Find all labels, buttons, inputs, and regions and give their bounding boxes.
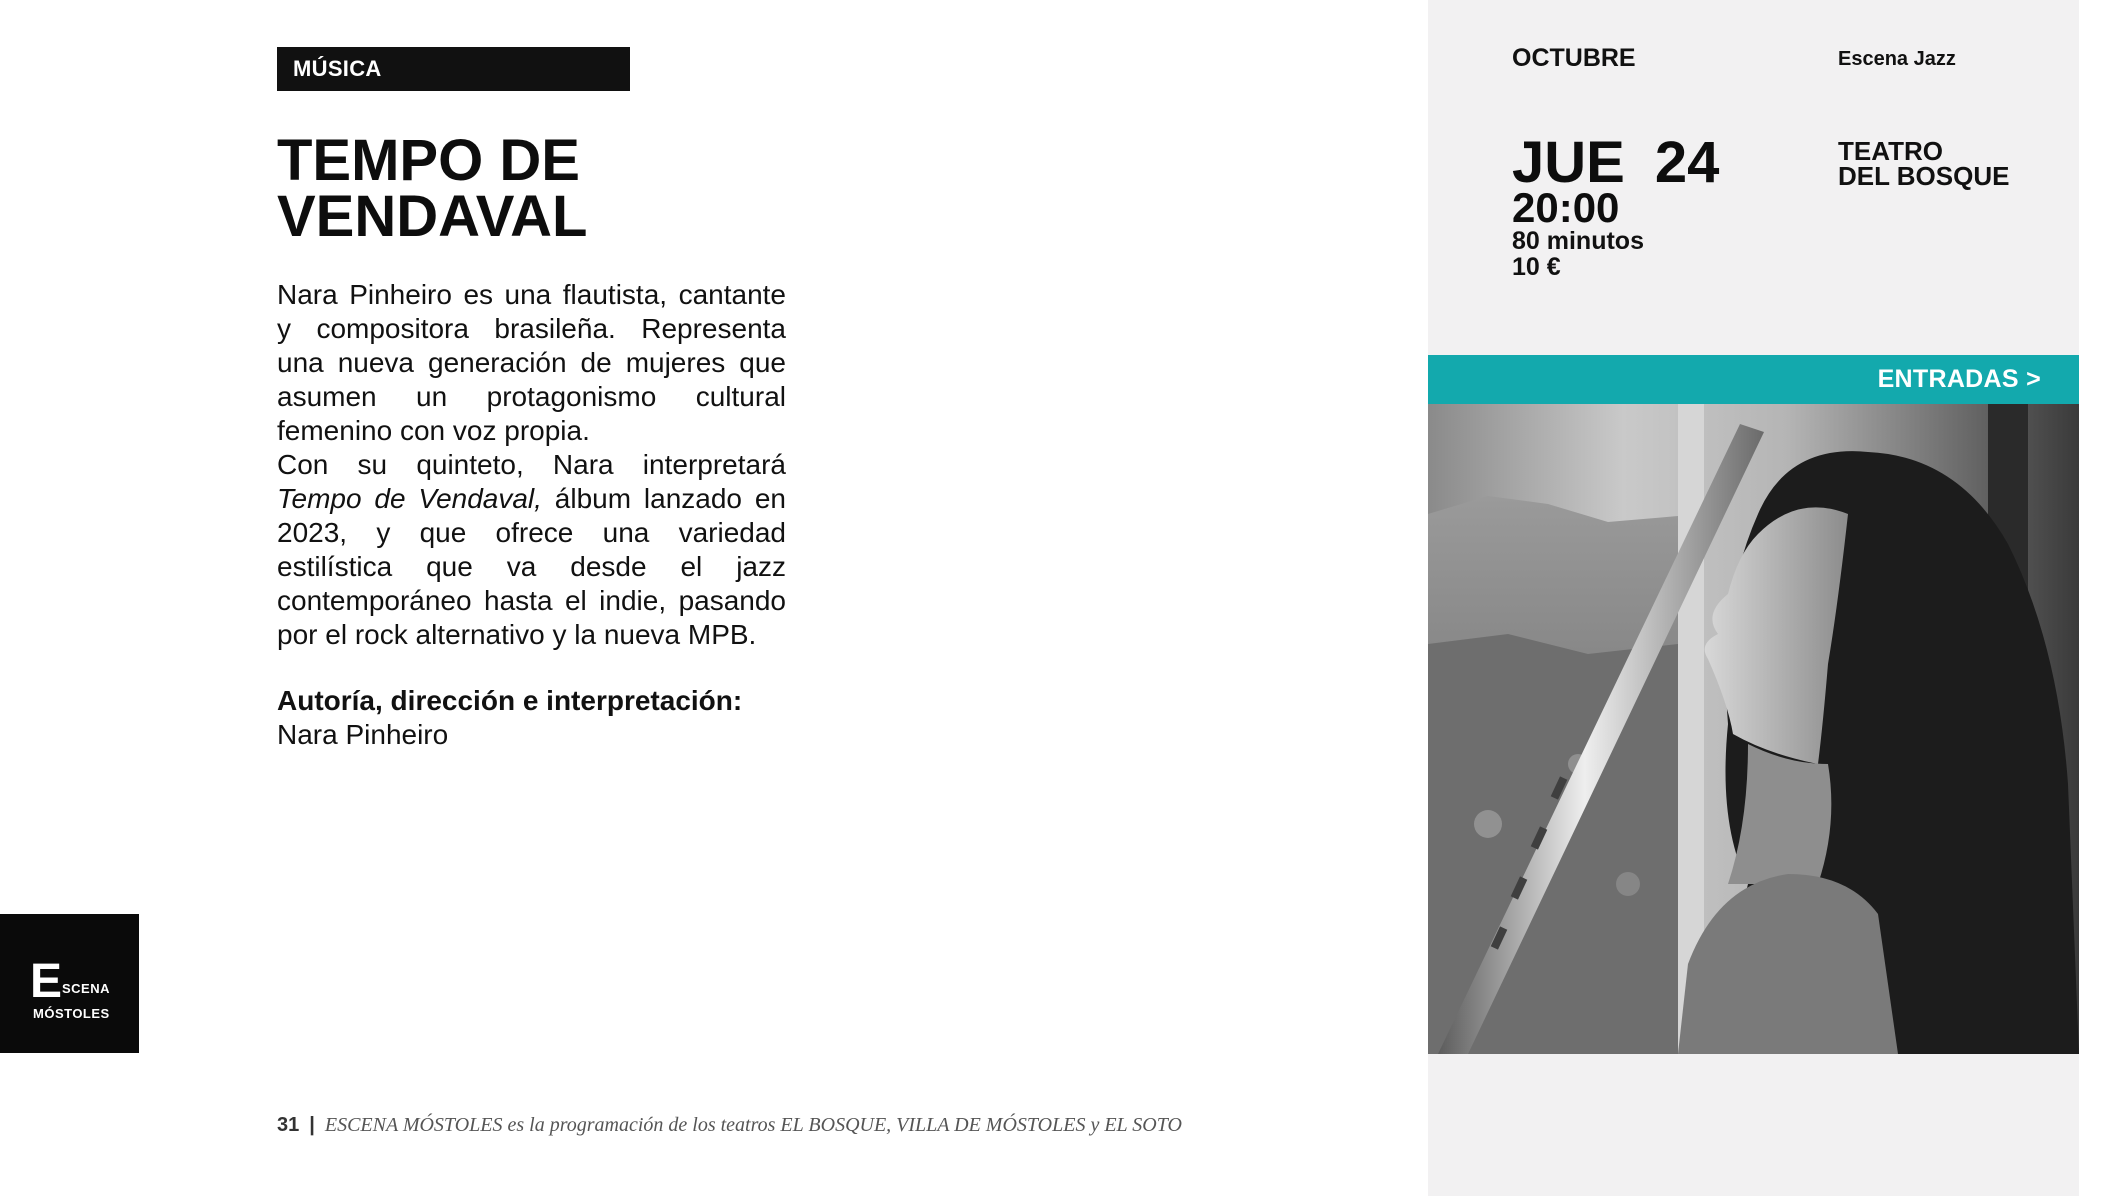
album-title: Tempo de Vendaval, bbox=[277, 483, 542, 514]
description-paragraph-1: Nara Pinheiro es una flautista, cantante y compositora brasileña. Representa una nueva generación de mujeres que asumen un protagonismo cultural femenino con voz propia. bbox=[277, 279, 786, 446]
description-p2-end: álbum lanzado en 2023, y que ofrece una variedad estilística que va desde el jazz contemporáneo hasta el indie, pasando por el rock alternativo y la nueva MPB. bbox=[277, 483, 786, 650]
event-description bbox=[277, 278, 786, 652]
logo-letter: E bbox=[30, 955, 63, 1008]
description-p2-start: Con su quinteto, Nara interpretará bbox=[277, 449, 786, 480]
event-info-sidebar bbox=[1428, 0, 2079, 1196]
credits-label: Autoría, dirección e interpretación: bbox=[277, 685, 743, 716]
venue-line-2: DEL BOSQUE bbox=[1838, 161, 2010, 191]
page-footer bbox=[277, 1114, 1182, 1137]
title-line-2: VENDAVAL bbox=[277, 184, 588, 249]
event-time: 20:00 bbox=[1512, 184, 1620, 231]
footer-separator: | bbox=[309, 1114, 315, 1136]
description-paragraph-2 bbox=[277, 448, 786, 652]
photo-illustration bbox=[1428, 404, 2079, 1054]
event-series: Escena Jazz bbox=[1838, 48, 1956, 70]
logo-word-escena: SCENA bbox=[62, 981, 111, 996]
credits-value: Nara Pinheiro bbox=[277, 719, 449, 750]
footer-tagline: ESCENA MÓSTOLES es la programación de los teatros EL BOSQUE, VILLA DE MÓSTOLES y EL SOTO bbox=[324, 1114, 1182, 1136]
venue-line-1: TEATRO bbox=[1838, 136, 1943, 166]
event-duration: 80 minutos bbox=[1512, 227, 1644, 255]
escena-mostoles-logo bbox=[0, 914, 139, 1053]
event-price: 10 € bbox=[1512, 253, 1561, 281]
event-venue bbox=[1838, 136, 2010, 191]
event-month: OCTUBRE bbox=[1512, 44, 1636, 72]
event-day: JUE bbox=[1512, 130, 1625, 195]
category-label: MÚSICA bbox=[277, 47, 630, 91]
page-title bbox=[277, 128, 588, 249]
logo-word-mostoles: MÓSTOLES bbox=[33, 1006, 110, 1021]
credits bbox=[277, 684, 837, 752]
flutist-portrait-photo bbox=[1428, 404, 2079, 1054]
page-number: 31 bbox=[277, 1114, 300, 1136]
event-date: 24 bbox=[1654, 130, 1720, 195]
title-line-1: TEMPO DE bbox=[277, 128, 580, 193]
tickets-button[interactable]: ENTRADAS > bbox=[1428, 355, 2079, 404]
